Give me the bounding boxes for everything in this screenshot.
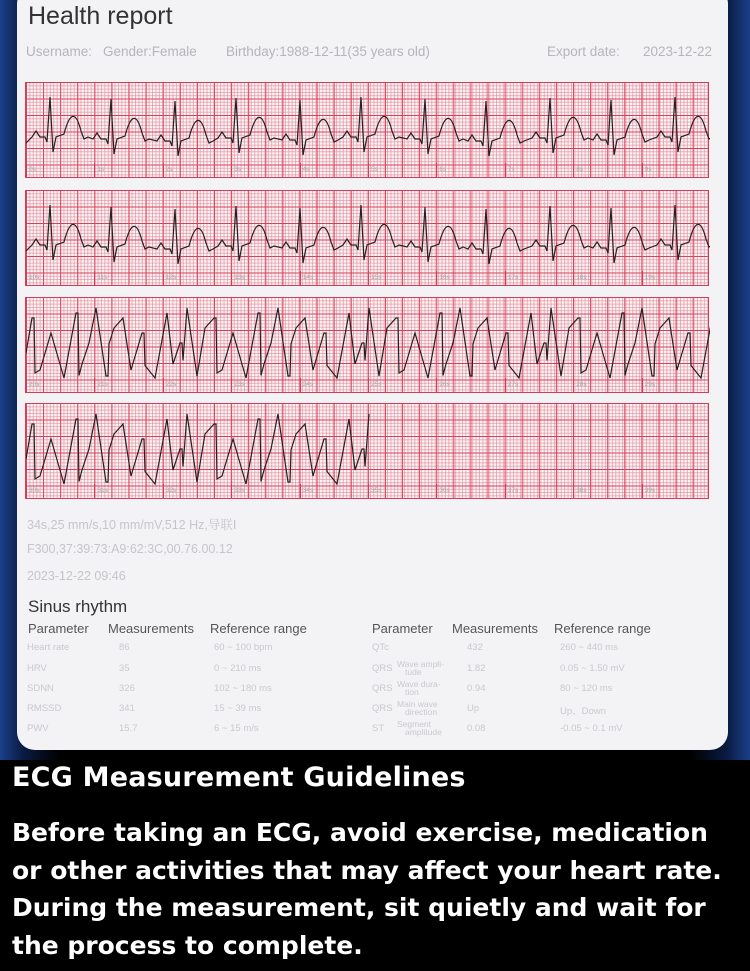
param-sub-line1: Segment [397, 719, 432, 729]
header-measurements-right: Measurements [452, 621, 538, 636]
export-date-label: Export date: [547, 44, 620, 59]
param-range: 15 ~ 39 ms [214, 703, 262, 714]
param-sub-line2: amplitude [405, 727, 442, 737]
time-tick-label: 10s [26, 271, 39, 285]
time-tick-label: 37s [505, 484, 518, 498]
time-tick-label: 31s [94, 484, 107, 498]
rhythm-result: Sinus rhythm [28, 597, 128, 616]
param-range: 60 ~ 100 bpm [214, 642, 273, 653]
time-tick-label: 6s [436, 163, 446, 177]
report-title: Health report [28, 2, 173, 30]
param-value: 1.82 [467, 663, 486, 674]
param-sub-line2: tude [405, 667, 422, 677]
param-range: -0.05 ~ 0.1 mV [560, 723, 623, 734]
time-tick-label: 20s [26, 378, 39, 392]
time-tick-label: 25s [368, 378, 381, 392]
time-tick-label: 21s [94, 378, 107, 392]
time-tick-label: 18s [573, 271, 586, 285]
guidelines-heading: ECG Measurement Guidelines [12, 762, 466, 793]
param-value: 326 [119, 683, 135, 694]
param-sub-line1: Main wave [397, 699, 438, 709]
param-sub [397, 660, 444, 676]
param-name: SDNN [27, 683, 54, 694]
time-tick-label: 14s [300, 271, 313, 285]
time-tick-label: 36s [436, 484, 449, 498]
time-tick-label: 15s [368, 271, 381, 285]
time-tick-label: 22s [163, 378, 176, 392]
time-tick-label: 2s [163, 163, 173, 177]
param-prefix: ST [372, 723, 385, 734]
param-sub [397, 700, 438, 716]
param-value: 35 [119, 663, 130, 674]
param-name: RMSSD [27, 703, 62, 714]
export-date-value: 2023-12-22 [643, 44, 713, 59]
time-tick-label: 13s [231, 271, 244, 285]
param-prefix: QRS [372, 683, 393, 694]
param-value: 0.08 [467, 723, 486, 734]
param-sub [397, 720, 442, 736]
ecg-strip-3 [25, 297, 709, 393]
header-measurements-left: Measurements [108, 621, 194, 636]
param-range: 102 ~ 180 ms [214, 683, 272, 694]
param-name: Heart rate [27, 642, 70, 653]
header-reference-right: Reference range [554, 621, 651, 636]
guidelines-body: Before taking an ECG, avoid exercise, medication or other activities that may affect your heart rate. During the measurement, sit quietly and wait for the process to complete. [12, 818, 722, 960]
time-tick-label: 35s [368, 484, 381, 498]
time-tick-label: 9s [642, 163, 652, 177]
time-tick-label: 17s [505, 271, 518, 285]
param-sub-line1: Wave ampli- [397, 659, 444, 669]
device-id: F300,37:39:73:A9:62:3C,00.76.00.12 [27, 542, 233, 556]
header-reference-left: Reference range [210, 621, 307, 636]
time-tick-label: 27s [505, 378, 518, 392]
time-tick-label: 7s [505, 163, 515, 177]
time-tick-label: 12s [163, 271, 176, 285]
param-value: 432 [467, 642, 483, 653]
param-value: 0.94 [467, 683, 486, 694]
time-tick-label: 3s [231, 163, 241, 177]
param-prefix: QTc [372, 642, 389, 653]
time-tick-label: 0s [26, 163, 36, 177]
time-tick-label: 24s [300, 378, 313, 392]
param-value: 341 [119, 703, 135, 714]
param-value: Up [467, 703, 480, 714]
param-value: 15.7 [119, 723, 138, 734]
time-tick-label: 19s [642, 271, 655, 285]
param-sub [397, 680, 441, 696]
time-tick-label: 32s [163, 484, 176, 498]
ecg-strip-1 [25, 82, 709, 178]
time-tick-label: 29s [642, 378, 655, 392]
time-tick-label: 28s [573, 378, 586, 392]
ecg-strip-2 [25, 190, 709, 286]
param-sub-line1: Wave dura- [397, 679, 441, 689]
time-tick-label: 33s [231, 484, 244, 498]
param-name: PWV [27, 723, 49, 734]
ecg-strip-4 [25, 403, 709, 499]
time-tick-label: 16s [436, 271, 449, 285]
ecg-trace [26, 414, 369, 484]
time-tick-label: 30s [26, 484, 39, 498]
param-value: 86 [119, 642, 130, 653]
gender-value: Gender:Female [103, 44, 197, 59]
time-tick-label: 23s [231, 378, 244, 392]
birthday-value: Birthday:1988-12-11(35 years old) [226, 44, 430, 59]
time-tick-label: 1s [94, 163, 104, 177]
recording-settings: 34s,25 mm/s,10 mm/mV,512 Hz,导联I [27, 518, 237, 532]
time-tick-label: 26s [436, 378, 449, 392]
time-tick-label: 11s [94, 271, 107, 285]
param-prefix: QRS [372, 663, 393, 674]
param-range: 260 ~ 440 ms [560, 642, 618, 653]
ecg-trace [26, 205, 710, 264]
ecg-trace [26, 308, 710, 378]
time-tick-label: 38s [573, 484, 586, 498]
param-sub-line2: tion [405, 687, 419, 697]
param-name: HRV [27, 663, 47, 674]
time-tick-label: 5s [368, 163, 378, 177]
time-tick-label: 39s [642, 484, 655, 498]
param-range: 0.05 ~ 1.50 mV [560, 663, 625, 674]
param-range: Up、Down [560, 706, 606, 717]
param-sub-line2: direction [405, 707, 438, 717]
time-tick-label: 4s [300, 163, 310, 177]
recording-time: 2023-12-22 09:46 [27, 569, 126, 583]
param-range: 80 ~ 120 ms [560, 683, 613, 694]
param-prefix: QRS [372, 703, 393, 714]
ecg-trace [26, 97, 710, 156]
health-report-card [17, 0, 728, 750]
username-label: Username: [26, 44, 93, 59]
param-range: 6 ~ 15 m/s [214, 723, 259, 734]
param-range: 0 ~ 210 ms [214, 663, 262, 674]
header-parameter-right: Parameter [372, 621, 433, 636]
time-tick-label: 34s [300, 484, 313, 498]
time-tick-label: 8s [573, 163, 583, 177]
header-parameter-left: Parameter [28, 621, 89, 636]
